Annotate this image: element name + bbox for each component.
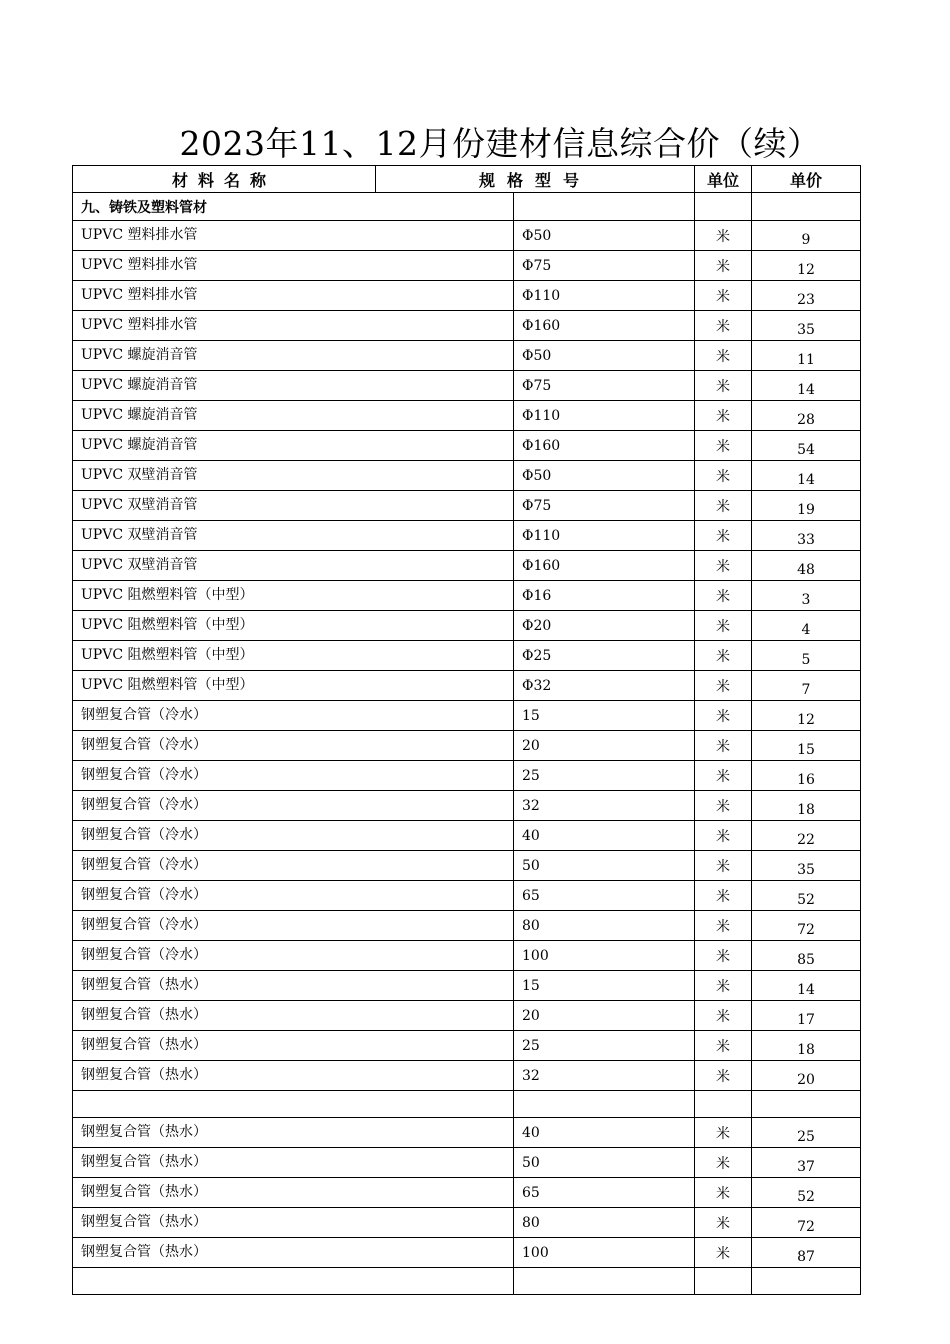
price-cell: 20 xyxy=(752,1061,861,1091)
spec-cell: 20 xyxy=(514,1001,695,1031)
page-title: 2023年11、12月份建材信息综合价（续） xyxy=(179,124,821,163)
unit-cell: 米 xyxy=(695,1061,752,1091)
spec-cell: 15 xyxy=(514,971,695,1001)
unit-cell: 米 xyxy=(695,311,752,341)
section-label: 九、铸铁及塑料管材 xyxy=(73,193,514,221)
unit-cell: 米 xyxy=(695,731,752,761)
material-name-cell: UPVC 螺旋消音管 xyxy=(73,401,514,431)
price-cell: 3 xyxy=(752,581,861,611)
spec-cell: Φ160 xyxy=(514,431,695,461)
price-cell: 14 xyxy=(752,371,861,401)
spec-cell: 15 xyxy=(514,701,695,731)
unit-cell: 米 xyxy=(695,461,752,491)
material-name-cell: 钢塑复合管（热水） xyxy=(73,1118,514,1148)
price-cell: 52 xyxy=(752,1178,861,1208)
spec-cell: Φ50 xyxy=(514,461,695,491)
spec-cell: 32 xyxy=(514,791,695,821)
price-cell xyxy=(752,1091,861,1118)
table-row xyxy=(73,1061,861,1091)
table-row xyxy=(73,371,861,401)
spec-cell: Φ32 xyxy=(514,671,695,701)
unit-cell xyxy=(695,1091,752,1118)
spec-cell: 100 xyxy=(514,1238,695,1268)
price-cell: 35 xyxy=(752,311,861,341)
table-row xyxy=(73,1268,861,1295)
price-cell: 16 xyxy=(752,761,861,791)
material-name-cell: 钢塑复合管（冷水） xyxy=(73,821,514,851)
price-cell: 37 xyxy=(752,1148,861,1178)
section-price-cell xyxy=(752,193,861,221)
spec-cell: 32 xyxy=(514,1061,695,1091)
price-cell: 54 xyxy=(752,431,861,461)
price-cell: 9 xyxy=(752,221,861,251)
unit-cell: 米 xyxy=(695,251,752,281)
unit-cell: 米 xyxy=(695,581,752,611)
spec-cell: 40 xyxy=(514,821,695,851)
unit-cell: 米 xyxy=(695,821,752,851)
spec-cell xyxy=(514,1091,695,1118)
unit-cell: 米 xyxy=(695,641,752,671)
table-row xyxy=(73,701,861,731)
spec-cell: Φ110 xyxy=(514,521,695,551)
material-name-cell: UPVC 螺旋消音管 xyxy=(73,341,514,371)
table-row xyxy=(73,881,861,911)
price-cell: 22 xyxy=(752,821,861,851)
price-cell: 11 xyxy=(752,341,861,371)
header-spec: 规格型号 xyxy=(376,166,695,193)
price-cell xyxy=(752,1268,861,1295)
spec-cell: Φ75 xyxy=(514,371,695,401)
unit-cell: 米 xyxy=(695,941,752,971)
price-cell: 85 xyxy=(752,941,861,971)
material-name-cell: 钢塑复合管（热水） xyxy=(73,1208,514,1238)
table-row xyxy=(73,971,861,1001)
material-name-cell: 钢塑复合管（冷水） xyxy=(73,881,514,911)
table-row xyxy=(73,1001,861,1031)
unit-cell: 米 xyxy=(695,1178,752,1208)
spec-cell: 20 xyxy=(514,731,695,761)
spec-cell: 65 xyxy=(514,881,695,911)
spec-cell: Φ75 xyxy=(514,491,695,521)
material-name-cell: 钢塑复合管（冷水） xyxy=(73,941,514,971)
section-row xyxy=(73,193,861,221)
price-cell: 15 xyxy=(752,731,861,761)
price-table xyxy=(72,165,861,1295)
table-row xyxy=(73,1208,861,1238)
spec-cell: Φ25 xyxy=(514,641,695,671)
spec-cell: 100 xyxy=(514,941,695,971)
price-cell: 23 xyxy=(752,281,861,311)
material-name-cell: 钢塑复合管（热水） xyxy=(73,1178,514,1208)
price-cell: 14 xyxy=(752,461,861,491)
table-row xyxy=(73,671,861,701)
unit-cell: 米 xyxy=(695,1001,752,1031)
material-name-cell: 钢塑复合管（热水） xyxy=(73,1031,514,1061)
price-cell: 18 xyxy=(752,1031,861,1061)
material-name-cell: 钢塑复合管（冷水） xyxy=(73,911,514,941)
spec-cell: Φ50 xyxy=(514,341,695,371)
unit-cell: 米 xyxy=(695,1238,752,1268)
section-spec-cell xyxy=(514,193,695,221)
material-name-cell: UPVC 塑料排水管 xyxy=(73,221,514,251)
unit-cell: 米 xyxy=(695,401,752,431)
spec-cell: 80 xyxy=(514,911,695,941)
material-name-cell: UPVC 双壁消音管 xyxy=(73,521,514,551)
price-cell: 33 xyxy=(752,521,861,551)
unit-cell: 米 xyxy=(695,371,752,401)
material-name-cell: UPVC 螺旋消音管 xyxy=(73,431,514,461)
table-row xyxy=(73,461,861,491)
material-name-cell: UPVC 阻燃塑料管（中型） xyxy=(73,611,514,641)
table-row xyxy=(73,821,861,851)
material-name-cell: 钢塑复合管（热水） xyxy=(73,1148,514,1178)
table-row xyxy=(73,1091,861,1118)
table-row xyxy=(73,431,861,461)
unit-cell: 米 xyxy=(695,431,752,461)
material-name-cell: 钢塑复合管（热水） xyxy=(73,1061,514,1091)
table-row xyxy=(73,1178,861,1208)
table-row xyxy=(73,311,861,341)
material-name-cell xyxy=(73,1268,514,1295)
price-cell: 28 xyxy=(752,401,861,431)
table-row xyxy=(73,581,861,611)
table-row xyxy=(73,251,861,281)
price-cell: 52 xyxy=(752,881,861,911)
material-name-cell: 钢塑复合管（冷水） xyxy=(73,731,514,761)
price-cell: 25 xyxy=(752,1118,861,1148)
unit-cell: 米 xyxy=(695,221,752,251)
unit-cell: 米 xyxy=(695,881,752,911)
material-name-cell: 钢塑复合管（冷水） xyxy=(73,701,514,731)
table-row xyxy=(73,641,861,671)
spec-cell: 50 xyxy=(514,851,695,881)
unit-cell: 米 xyxy=(695,671,752,701)
unit-cell: 米 xyxy=(695,281,752,311)
table-row xyxy=(73,341,861,371)
table-row xyxy=(73,851,861,881)
material-name-cell: UPVC 螺旋消音管 xyxy=(73,371,514,401)
spec-cell: Φ110 xyxy=(514,401,695,431)
price-cell: 14 xyxy=(752,971,861,1001)
spec-cell: Φ75 xyxy=(514,251,695,281)
table-row xyxy=(73,491,861,521)
table-row xyxy=(73,1031,861,1061)
header-unit: 单位 xyxy=(695,166,752,193)
price-cell: 17 xyxy=(752,1001,861,1031)
price-cell: 35 xyxy=(752,851,861,881)
unit-cell: 米 xyxy=(695,551,752,581)
material-name-cell xyxy=(73,1091,514,1118)
unit-cell: 米 xyxy=(695,491,752,521)
material-name-cell: 钢塑复合管（冷水） xyxy=(73,791,514,821)
material-name-cell: 钢塑复合管（冷水） xyxy=(73,761,514,791)
spec-cell: 65 xyxy=(514,1178,695,1208)
spec-cell: Φ20 xyxy=(514,611,695,641)
price-cell: 19 xyxy=(752,491,861,521)
material-name-cell: UPVC 双壁消音管 xyxy=(73,551,514,581)
unit-cell: 米 xyxy=(695,1118,752,1148)
spec-cell: Φ16 xyxy=(514,581,695,611)
unit-cell: 米 xyxy=(695,521,752,551)
spec-cell: Φ110 xyxy=(514,281,695,311)
spec-cell: Φ160 xyxy=(514,551,695,581)
material-name-cell: UPVC 双壁消音管 xyxy=(73,491,514,521)
unit-cell xyxy=(695,1268,752,1295)
material-name-cell: 钢塑复合管（热水） xyxy=(73,971,514,1001)
table-row xyxy=(73,791,861,821)
material-name-cell: UPVC 塑料排水管 xyxy=(73,281,514,311)
table-row xyxy=(73,551,861,581)
unit-cell: 米 xyxy=(695,341,752,371)
table-row xyxy=(73,911,861,941)
price-cell: 48 xyxy=(752,551,861,581)
material-name-cell: UPVC 塑料排水管 xyxy=(73,311,514,341)
material-name-cell: 钢塑复合管（冷水） xyxy=(73,851,514,881)
spec-cell xyxy=(514,1268,695,1295)
spec-cell: 80 xyxy=(514,1208,695,1238)
material-name-cell: UPVC 双壁消音管 xyxy=(73,461,514,491)
price-cell: 5 xyxy=(752,641,861,671)
header-row xyxy=(73,166,861,193)
table-row xyxy=(73,731,861,761)
table-row xyxy=(73,611,861,641)
table-row xyxy=(73,401,861,431)
spec-cell: Φ160 xyxy=(514,311,695,341)
unit-cell: 米 xyxy=(695,911,752,941)
unit-cell: 米 xyxy=(695,1031,752,1061)
material-name-cell: UPVC 阻燃塑料管（中型） xyxy=(73,671,514,701)
table-row xyxy=(73,1238,861,1268)
header-name: 材料名称 xyxy=(73,166,376,193)
unit-cell: 米 xyxy=(695,971,752,1001)
spec-cell: Φ50 xyxy=(514,221,695,251)
material-name-cell: 钢塑复合管（热水） xyxy=(73,1238,514,1268)
material-name-cell: UPVC 阻燃塑料管（中型） xyxy=(73,581,514,611)
table-row xyxy=(73,281,861,311)
price-cell: 7 xyxy=(752,671,861,701)
unit-cell: 米 xyxy=(695,701,752,731)
unit-cell: 米 xyxy=(695,761,752,791)
price-cell: 12 xyxy=(752,701,861,731)
spec-cell: 40 xyxy=(514,1118,695,1148)
spec-cell: 25 xyxy=(514,1031,695,1061)
table-row xyxy=(73,761,861,791)
unit-cell: 米 xyxy=(695,611,752,641)
spec-cell: 50 xyxy=(514,1148,695,1178)
unit-cell: 米 xyxy=(695,1148,752,1178)
table-row xyxy=(73,941,861,971)
material-name-cell: 钢塑复合管（热水） xyxy=(73,1001,514,1031)
table-row xyxy=(73,1118,861,1148)
unit-cell: 米 xyxy=(695,1208,752,1238)
unit-cell: 米 xyxy=(695,791,752,821)
price-cell: 72 xyxy=(752,1208,861,1238)
header-price: 单价 xyxy=(752,166,861,193)
price-cell: 4 xyxy=(752,611,861,641)
table-row xyxy=(73,1148,861,1178)
table-row xyxy=(73,221,861,251)
material-name-cell: UPVC 阻燃塑料管（中型） xyxy=(73,641,514,671)
table-row xyxy=(73,521,861,551)
price-cell: 72 xyxy=(752,911,861,941)
unit-cell: 米 xyxy=(695,851,752,881)
price-cell: 87 xyxy=(752,1238,861,1268)
material-name-cell: UPVC 塑料排水管 xyxy=(73,251,514,281)
price-cell: 12 xyxy=(752,251,861,281)
spec-cell: 25 xyxy=(514,761,695,791)
price-cell: 18 xyxy=(752,791,861,821)
section-unit-cell xyxy=(695,193,752,221)
